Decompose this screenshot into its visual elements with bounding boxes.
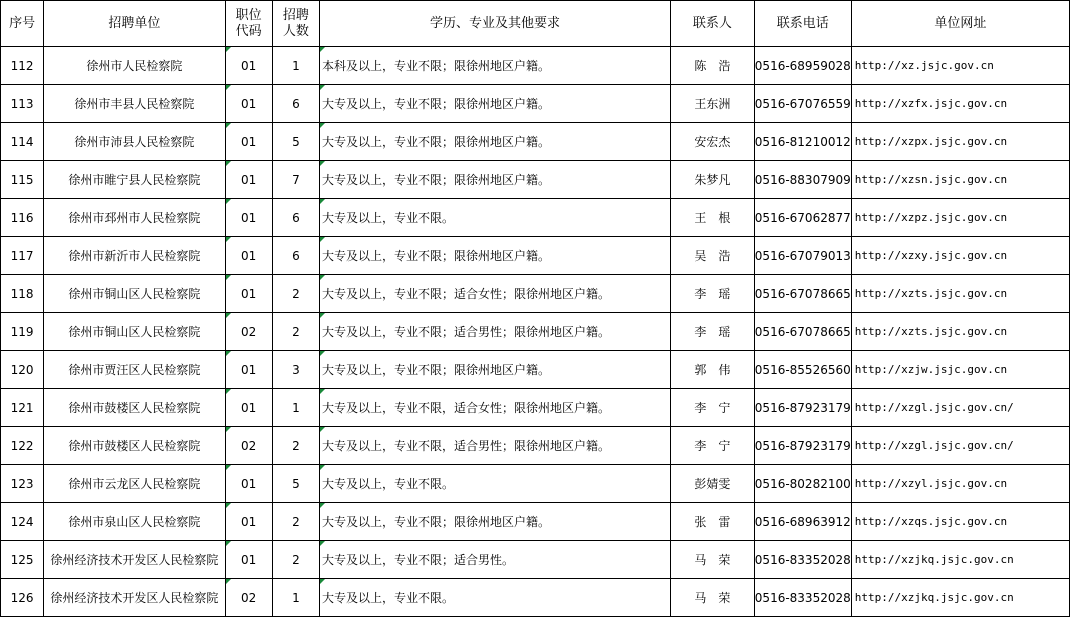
cell-count: 2 bbox=[272, 503, 319, 541]
header-requirements: 学历、专业及其他要求 bbox=[320, 1, 671, 47]
cell-phone: 0516-83352028 bbox=[754, 579, 851, 617]
cell-unit: 徐州市铜山区人民检察院 bbox=[44, 313, 225, 351]
cell-unit: 徐州经济技术开发区人民检察院 bbox=[44, 579, 225, 617]
cell-seq: 123 bbox=[1, 465, 44, 503]
cell-phone: 0516-67078665 bbox=[754, 275, 851, 313]
cell-requirements: 大专及以上，专业不限；适合女性；限徐州地区户籍。 bbox=[320, 275, 671, 313]
cell-phone: 0516-68959028 bbox=[754, 47, 851, 85]
cell-seq: 122 bbox=[1, 427, 44, 465]
cell-website: http://xzgl.jsjc.gov.cn/ bbox=[851, 389, 1069, 427]
cell-phone: 0516-67062877 bbox=[754, 199, 851, 237]
table-row bbox=[1, 275, 1070, 313]
header-unit: 招聘单位 bbox=[44, 1, 225, 47]
cell-unit: 徐州市泉山区人民检察院 bbox=[44, 503, 225, 541]
cell-phone: 0516-80282100 bbox=[754, 465, 851, 503]
table-row bbox=[1, 541, 1070, 579]
cell-contact: 朱梦凡 bbox=[671, 161, 755, 199]
cell-seq: 112 bbox=[1, 47, 44, 85]
cell-phone: 0516-67078665 bbox=[754, 313, 851, 351]
cell-post-code: 01 bbox=[225, 47, 272, 85]
cell-count: 2 bbox=[272, 541, 319, 579]
cell-count: 1 bbox=[272, 47, 319, 85]
cell-count: 6 bbox=[272, 85, 319, 123]
cell-requirements: 大专及以上，专业不限，适合女性；限徐州地区户籍。 bbox=[320, 389, 671, 427]
table-row bbox=[1, 199, 1070, 237]
cell-contact: 郭 伟 bbox=[671, 351, 755, 389]
table-row bbox=[1, 85, 1070, 123]
cell-website: http://xzsn.jsjc.gov.cn bbox=[851, 161, 1069, 199]
table-row bbox=[1, 389, 1070, 427]
table-row bbox=[1, 161, 1070, 199]
cell-contact: 吴 浩 bbox=[671, 237, 755, 275]
cell-post-code: 01 bbox=[225, 275, 272, 313]
header-website: 单位网址 bbox=[851, 1, 1069, 47]
table-row bbox=[1, 351, 1070, 389]
cell-phone: 0516-85526560 bbox=[754, 351, 851, 389]
cell-requirements: 本科及以上，专业不限；限徐州地区户籍。 bbox=[320, 47, 671, 85]
cell-contact: 王 根 bbox=[671, 199, 755, 237]
table-row bbox=[1, 579, 1070, 617]
cell-contact: 马 荣 bbox=[671, 579, 755, 617]
cell-contact: 陈 浩 bbox=[671, 47, 755, 85]
header-contact: 联系人 bbox=[671, 1, 755, 47]
cell-unit: 徐州经济技术开发区人民检察院 bbox=[44, 541, 225, 579]
cell-post-code: 01 bbox=[225, 85, 272, 123]
cell-count: 7 bbox=[272, 161, 319, 199]
cell-phone: 0516-67076559 bbox=[754, 85, 851, 123]
cell-post-code: 01 bbox=[225, 123, 272, 161]
cell-seq: 115 bbox=[1, 161, 44, 199]
cell-phone: 0516-83352028 bbox=[754, 541, 851, 579]
cell-requirements: 大专及以上，专业不限；限徐州地区户籍。 bbox=[320, 351, 671, 389]
cell-phone: 0516-68963912 bbox=[754, 503, 851, 541]
cell-website: http://xzjkq.jsjc.gov.cn bbox=[851, 541, 1069, 579]
cell-contact: 李 瑶 bbox=[671, 275, 755, 313]
header-post-code bbox=[225, 1, 272, 47]
cell-seq: 121 bbox=[1, 389, 44, 427]
cell-count: 5 bbox=[272, 123, 319, 161]
cell-phone: 0516-67079013 bbox=[754, 237, 851, 275]
header-phone: 联系电话 bbox=[754, 1, 851, 47]
cell-contact: 安宏杰 bbox=[671, 123, 755, 161]
cell-contact: 马 荣 bbox=[671, 541, 755, 579]
table-row bbox=[1, 123, 1070, 161]
cell-website: http://xzqs.jsjc.gov.cn bbox=[851, 503, 1069, 541]
header-seq: 序号 bbox=[1, 1, 44, 47]
cell-requirements: 大专及以上，专业不限；限徐州地区户籍。 bbox=[320, 503, 671, 541]
cell-unit: 徐州市人民检察院 bbox=[44, 47, 225, 85]
cell-website: http://xzfx.jsjc.gov.cn bbox=[851, 85, 1069, 123]
cell-post-code: 02 bbox=[225, 313, 272, 351]
cell-count: 5 bbox=[272, 465, 319, 503]
cell-website: http://xzpz.jsjc.gov.cn bbox=[851, 199, 1069, 237]
header-count-label: 招聘人数 bbox=[282, 7, 309, 39]
cell-website: http://xz.jsjc.gov.cn bbox=[851, 47, 1069, 85]
table-row bbox=[1, 503, 1070, 541]
cell-seq: 116 bbox=[1, 199, 44, 237]
cell-count: 3 bbox=[272, 351, 319, 389]
cell-post-code: 01 bbox=[225, 465, 272, 503]
cell-count: 1 bbox=[272, 579, 319, 617]
cell-website: http://xzxy.jsjc.gov.cn bbox=[851, 237, 1069, 275]
cell-requirements: 大专及以上，专业不限；限徐州地区户籍。 bbox=[320, 85, 671, 123]
cell-post-code: 01 bbox=[225, 503, 272, 541]
cell-phone: 0516-87923179 bbox=[754, 389, 851, 427]
header-count bbox=[272, 1, 319, 47]
table-row bbox=[1, 47, 1070, 85]
cell-requirements: 大专及以上，专业不限；限徐州地区户籍。 bbox=[320, 123, 671, 161]
cell-unit: 徐州市丰县人民检察院 bbox=[44, 85, 225, 123]
cell-unit: 徐州市沛县人民检察院 bbox=[44, 123, 225, 161]
cell-requirements: 大专及以上，专业不限，适合男性；限徐州地区户籍。 bbox=[320, 427, 671, 465]
cell-post-code: 01 bbox=[225, 541, 272, 579]
cell-post-code: 01 bbox=[225, 389, 272, 427]
cell-phone: 0516-88307909 bbox=[754, 161, 851, 199]
cell-unit: 徐州市鼓楼区人民检察院 bbox=[44, 389, 225, 427]
cell-website: http://xzyl.jsjc.gov.cn bbox=[851, 465, 1069, 503]
cell-unit: 徐州市云龙区人民检察院 bbox=[44, 465, 225, 503]
cell-seq: 117 bbox=[1, 237, 44, 275]
cell-count: 2 bbox=[272, 275, 319, 313]
cell-contact: 彭婧雯 bbox=[671, 465, 755, 503]
cell-post-code: 02 bbox=[225, 579, 272, 617]
cell-seq: 114 bbox=[1, 123, 44, 161]
cell-website: http://xzts.jsjc.gov.cn bbox=[851, 275, 1069, 313]
header-post-code-label: 职位代码 bbox=[235, 7, 262, 39]
cell-website: http://xzpx.jsjc.gov.cn bbox=[851, 123, 1069, 161]
cell-unit: 徐州市睢宁县人民检察院 bbox=[44, 161, 225, 199]
cell-contact: 李 宁 bbox=[671, 427, 755, 465]
cell-unit: 徐州市贾汪区人民检察院 bbox=[44, 351, 225, 389]
cell-unit: 徐州市鼓楼区人民检察院 bbox=[44, 427, 225, 465]
cell-contact: 李 瑶 bbox=[671, 313, 755, 351]
header-row bbox=[1, 1, 1070, 47]
cell-requirements: 大专及以上，专业不限。 bbox=[320, 199, 671, 237]
cell-post-code: 02 bbox=[225, 427, 272, 465]
cell-count: 1 bbox=[272, 389, 319, 427]
cell-contact: 李 宁 bbox=[671, 389, 755, 427]
cell-contact: 张 雷 bbox=[671, 503, 755, 541]
table-row bbox=[1, 237, 1070, 275]
cell-seq: 120 bbox=[1, 351, 44, 389]
cell-phone: 0516-87923179 bbox=[754, 427, 851, 465]
cell-website: http://xzjkq.jsjc.gov.cn bbox=[851, 579, 1069, 617]
cell-post-code: 01 bbox=[225, 351, 272, 389]
cell-count: 6 bbox=[272, 237, 319, 275]
cell-seq: 118 bbox=[1, 275, 44, 313]
cell-website: http://xzts.jsjc.gov.cn bbox=[851, 313, 1069, 351]
cell-phone: 0516-81210012 bbox=[754, 123, 851, 161]
table-body bbox=[1, 47, 1070, 617]
cell-unit: 徐州市新沂市人民检察院 bbox=[44, 237, 225, 275]
cell-seq: 126 bbox=[1, 579, 44, 617]
cell-count: 6 bbox=[272, 199, 319, 237]
cell-website: http://xzgl.jsjc.gov.cn/ bbox=[851, 427, 1069, 465]
table-row bbox=[1, 427, 1070, 465]
cell-unit: 徐州市铜山区人民检察院 bbox=[44, 275, 225, 313]
cell-requirements: 大专及以上，专业不限；适合男性；限徐州地区户籍。 bbox=[320, 313, 671, 351]
cell-post-code: 01 bbox=[225, 199, 272, 237]
cell-seq: 124 bbox=[1, 503, 44, 541]
cell-count: 2 bbox=[272, 313, 319, 351]
cell-seq: 125 bbox=[1, 541, 44, 579]
cell-contact: 王东洲 bbox=[671, 85, 755, 123]
cell-count: 2 bbox=[272, 427, 319, 465]
table-row bbox=[1, 465, 1070, 503]
cell-seq: 119 bbox=[1, 313, 44, 351]
cell-unit: 徐州市邳州市人民检察院 bbox=[44, 199, 225, 237]
table-row bbox=[1, 313, 1070, 351]
cell-requirements: 大专及以上，专业不限。 bbox=[320, 465, 671, 503]
cell-post-code: 01 bbox=[225, 237, 272, 275]
cell-post-code: 01 bbox=[225, 161, 272, 199]
cell-requirements: 大专及以上，专业不限；适合男性。 bbox=[320, 541, 671, 579]
cell-requirements: 大专及以上，专业不限；限徐州地区户籍。 bbox=[320, 161, 671, 199]
cell-requirements: 大专及以上，专业不限；限徐州地区户籍。 bbox=[320, 237, 671, 275]
cell-seq: 113 bbox=[1, 85, 44, 123]
cell-requirements: 大专及以上，专业不限。 bbox=[320, 579, 671, 617]
cell-website: http://xzjw.jsjc.gov.cn bbox=[851, 351, 1069, 389]
